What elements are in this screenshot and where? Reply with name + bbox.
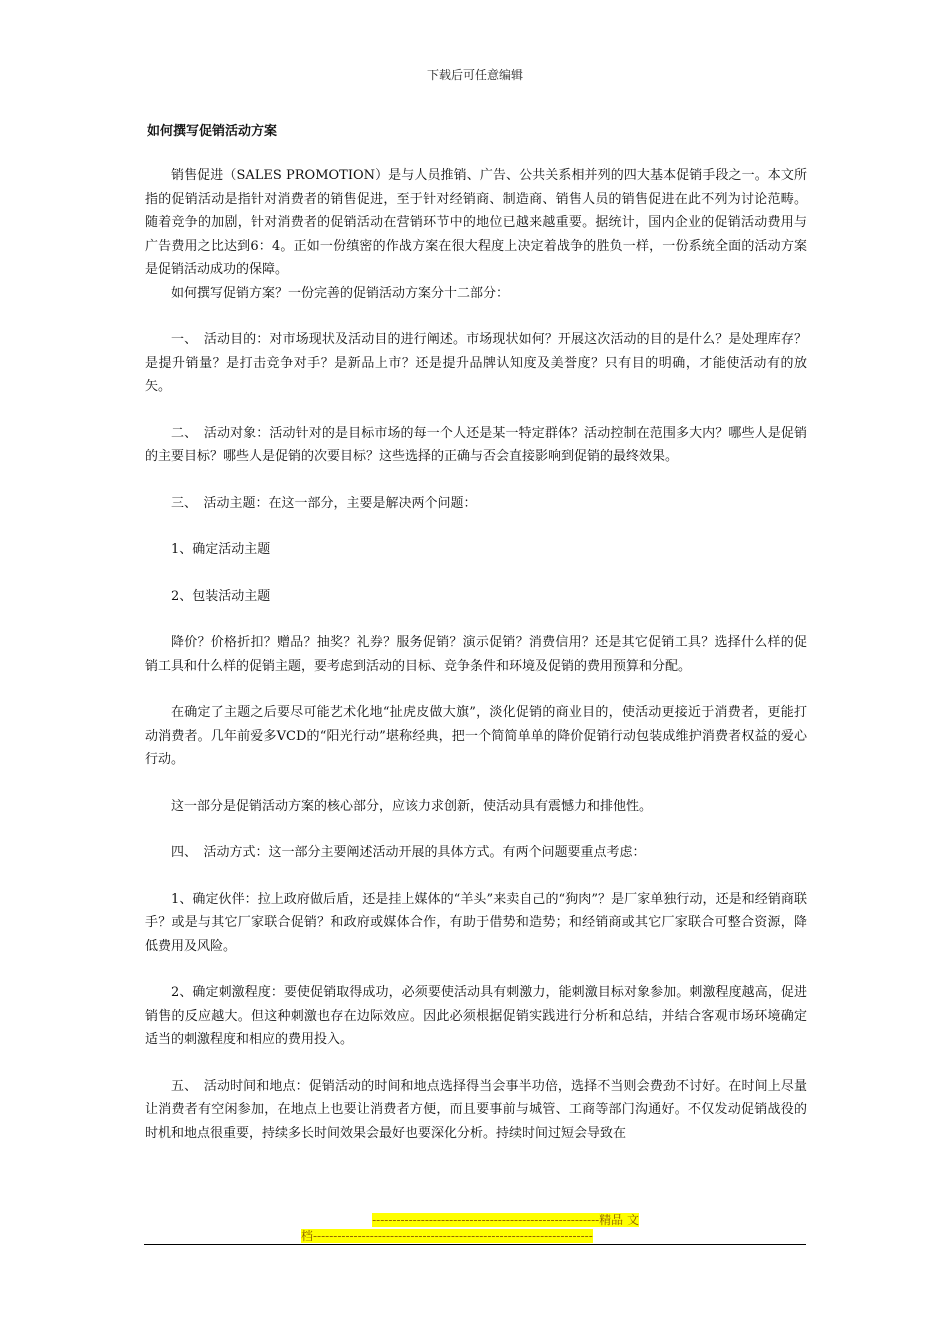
document-body [145, 164, 807, 1145]
footer-line-2 [301, 1228, 649, 1244]
paragraph-core: 这一部分是促销活动方案的核心部分，应该力求创新，使活动具有震憾力和排他性。 [171, 798, 653, 814]
paragraph-section-3: 三、 活动主题：在这一部分，主要是解决两个问题： [171, 495, 477, 511]
footer-line-2-text: 档--------------------------------------------------------------------- [301, 1229, 593, 1243]
footer-watermark [301, 1212, 649, 1244]
page-header-note: 下载后可任意编辑 [426, 68, 523, 82]
footer-rule [144, 1244, 806, 1245]
footer-line-1-text: --------------------------------------------------------精品 文 [372, 1213, 639, 1227]
paragraph-promo-tools: 降价？价格折扣？赠品？抽奖？礼券？服务促销？演示促销？消费信用？还是其它促销工具？选择什么样的促销工具和什么样的促销主题，要考虑到活动的目标、竞争条件和环境及促销的费用预算和分配。 [145, 635, 807, 674]
paragraph-stimulus: 2、确定刺激程度：要使促销取得成功，必须要使活动具有刺激力，能刺激目标对象参加。刺激程度越高，促进销售的反应越大。但这种刺激也存在边际效应。因此必须根据促销实践进行分析和总结，并结合客观市场环境确定适当的刺激程度和相应的费用投入。 [145, 985, 807, 1047]
paragraph-section-5: 五、 活动时间和地点：促销活动的时间和地点选择得当会事半功倍，选择不当则会费劲不讨好。在时间上尽量让消费者有空闲参加，在地点上也要让消费者方便，而且要事前与城管、工商等部门沟通好。不仅发动促销战役的时机和地点很重要，持续多长时间效果会最好也要深化分析。持续时间过短会导致在 [145, 1078, 807, 1141]
paragraph-overview: 如何撰写促销方案？一份完善的促销活动方案分十二部分： [171, 285, 510, 301]
paragraph-section-1: 一、 活动目的：对市场现状及活动目的进行阐述。市场现状如何？开展这次活动的目的是什么？是处理库存？是提升销量？是打击竞争对手？是新品上市？还是提升品牌认知度及美誉度？只有目的明确，才能使活动有的放矢。 [145, 332, 807, 394]
paragraph-partner: 1、确定伙伴：拉上政府做后盾，还是挂上媒体的“羊头”来卖自己的“狗肉”？是厂家单独行动，还是和经销商联手？或是与其它厂家联合促销？和政府或媒体合作，有助于借势和造势；和经销商或其它厂家联合可整合资源，降低费用及风险。 [145, 891, 807, 954]
paragraph-item-2: 2、包装活动主题 [171, 588, 271, 604]
paragraph-section-2: 二、 活动对象：活动针对的是目标市场的每一个人还是某一特定群体？活动控制在范围多大内？哪些人是促销的主要目标？哪些人是促销的次要目标？这些选择的正确与否会直接影响到促销的最终效果。 [145, 425, 807, 464]
paragraph-intro: 销售促进（SALES PROMOTION）是与人员推销、广告、公共关系相并列的四大基本促销手段之一。本文所指的促销活动是指针对消费者的销售促进，至于针对经销商、制造商、销售人员的销售促进在此不列为讨论范畴。随着竞争的加剧，针对消费者的促销活动在营销环节中的地位已越来越重要。据统计，国内企业的促销活动费用与广告费用之比达到6：4。正如一份缜密的作战方案在很大程度上决定着战争的胜负一样，一份系统全面的活动方案是促销活动成功的保障。 [145, 168, 807, 277]
document-title: 如何撰写促销活动方案 [147, 124, 278, 139]
footer-line-1 [301, 1212, 649, 1228]
paragraph-item-1: 1、确定活动主题 [171, 542, 271, 557]
paragraph-theme-art: 在确定了主题之后要尽可能艺术化地“扯虎皮做大旗”，淡化促销的商业目的，使活动更接近于消费者，更能打动消费者。几年前爱多VCD的“阳光行动”堪称经典，把一个简简单单的降价促销行动包装成维护消费者权益的爱心行动。 [145, 705, 807, 767]
paragraph-section-4: 四、 活动方式：这一部分主要阐述活动开展的具体方式。有两个问题要重点考虑： [171, 845, 646, 860]
